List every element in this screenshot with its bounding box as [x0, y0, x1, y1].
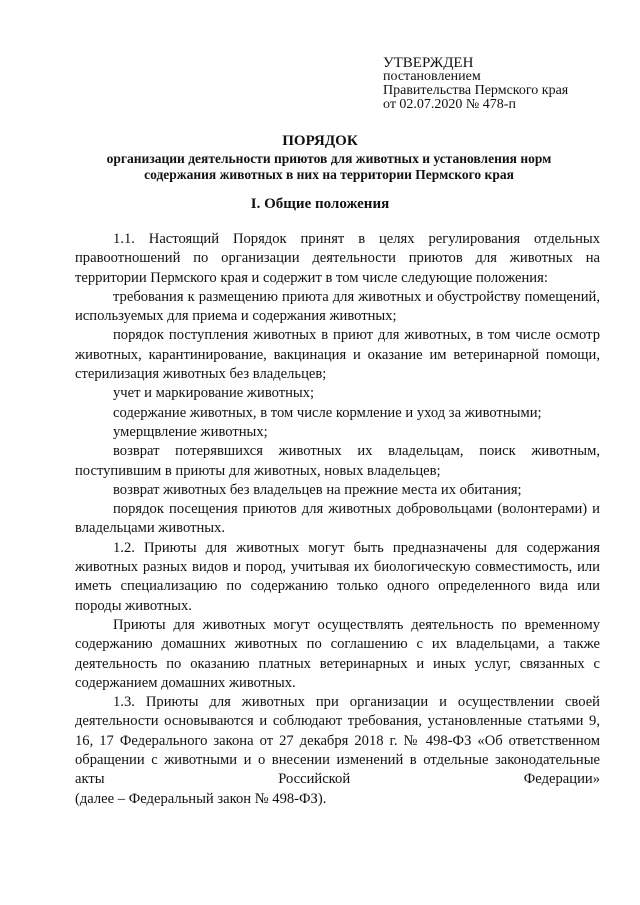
paragraph: 1.1. Настоящий Порядок принят в целях регулирования отдельных правоотношений по организации деятельности приютов для животных на территории Пермского края и содержит в том числе следующие положения:: [75, 231, 600, 286]
approval-stamp: [383, 56, 568, 112]
subtitle-line: содержания животных в них на территории Пермского края: [144, 167, 514, 182]
paragraph: порядок поступления животных в приют для животных, в том числе осмотр животных, карантинирование, вакцинация и оказание им ветеринарной помощи, стерилизация животных без владельцев;: [75, 327, 600, 383]
approval-date-line: от 02.07.2020 № 478-п: [383, 97, 516, 112]
approval-heading: УТВЕРЖДЕН: [383, 55, 474, 71]
paragraph: умерщвление животных;: [113, 423, 268, 440]
paragraph: требования к размещению приюта для животных и обустройству помещений, используемых для приема и содержания животных;: [75, 288, 600, 325]
paragraph: 1.2. Приюты для животных могут быть предназначены для содержания животных разных видов и пород, учитывая их биологическую совместимость, или иметь специализацию по содержанию только одного определенного вида или породы животных.: [75, 539, 600, 614]
paragraph: содержание животных, в том числе кормление и уход за животными;: [113, 404, 542, 421]
subtitle-line: организации деятельности приютов для животных и установления норм: [106, 151, 552, 166]
paragraph: возврат животных без владельцев на прежние места их обитания;: [113, 481, 522, 498]
approval-line: постановлением: [383, 69, 481, 84]
document-title: ПОРЯДОК: [282, 133, 358, 149]
document-body: [75, 230, 600, 809]
paragraph: учет и маркирование животных;: [113, 385, 315, 402]
approval-line: Правительства Пермского края: [383, 83, 569, 98]
section-heading: I. Общие положения: [250, 196, 390, 212]
paragraph: возврат потерявшихся животных их владельцам, поиск животным, поступившим в приюты для животных, новых владельцев;: [75, 443, 600, 479]
paragraph: порядок посещения приютов для животных добровольцами (волонтерами) и владельцами животных.: [75, 501, 600, 537]
document-subtitle: [0, 151, 640, 183]
paragraph: 1.3. Приюты для животных при организации и осуществлении своей деятельности основываются и соблюдают требования, установленные статьями 9, 16, 17 Федерального закона от 27 декабря 2018 г. № 498-ФЗ «Об ответственном обращении с животными и о внесении изменений в отдельные законодательные акты Российской Федерации»: [75, 694, 600, 788]
paragraph: (далее – Федеральный закон № 498-ФЗ).: [75, 790, 327, 807]
paragraph: Приюты для животных могут осуществлять деятельность по временному содержанию домашних животных по соглашению с их владельцами, а также деятельность по оказанию платных ветеринарных и иных услуг, связанных с содержанием домашних животных.: [75, 616, 600, 691]
